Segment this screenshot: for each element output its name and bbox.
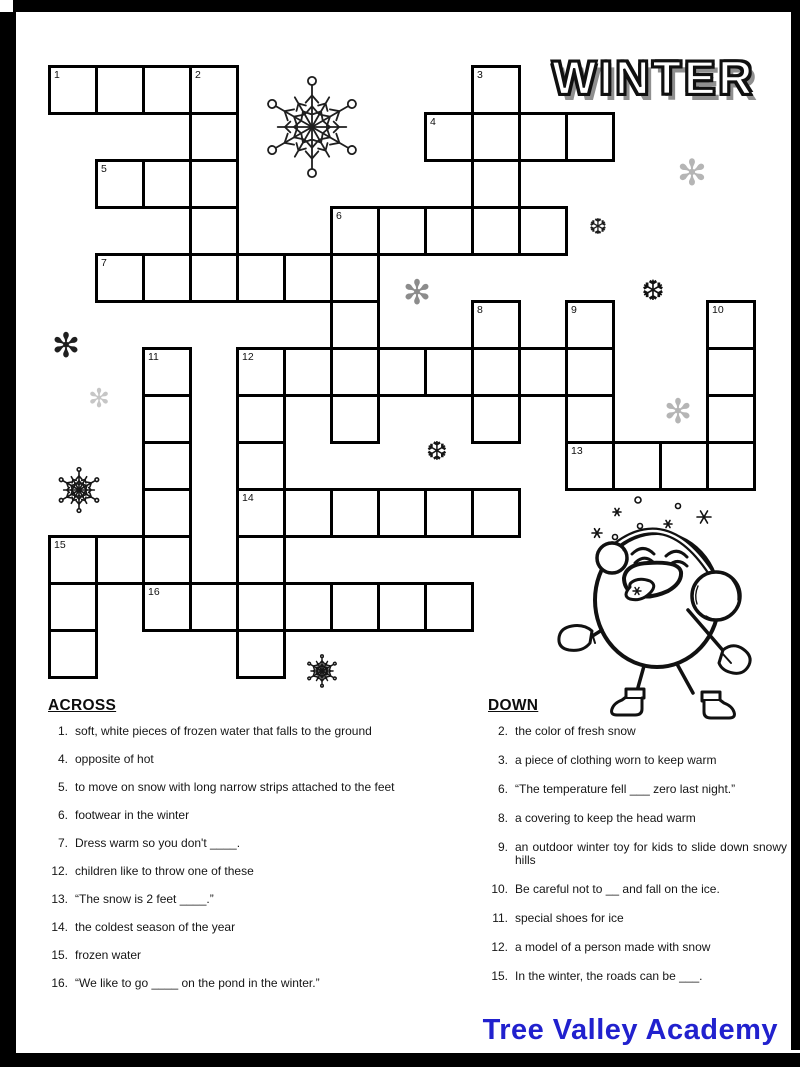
- grid-cell: [95, 535, 145, 585]
- snowflake-icon: ✻: [88, 384, 110, 414]
- grid-cell: [706, 347, 756, 397]
- grid-cell-number: 8: [477, 304, 483, 316]
- earmuff-right-icon: [692, 572, 740, 620]
- clue-number: 9.: [497, 840, 508, 854]
- clue-number: 4.: [57, 752, 68, 766]
- grid-cell: [471, 159, 521, 209]
- grid-cell-number: 11: [148, 351, 159, 363]
- clue-number: 6.: [57, 808, 68, 822]
- grid-cell: [142, 441, 192, 491]
- grid-cell: [330, 488, 380, 538]
- clue-text: Be careful not to __ and fall on the ice.: [515, 882, 720, 896]
- down-section: [484, 697, 790, 999]
- clue-text: the color of fresh snow: [515, 724, 636, 738]
- clue-text: opposite of hot: [75, 752, 154, 766]
- clue-text: a piece of clothing worn to keep warm: [515, 753, 717, 767]
- grid-cell: [142, 488, 192, 538]
- clue-item: [484, 883, 790, 896]
- clue-text: “The snow is 2 feet ____.”: [75, 892, 214, 906]
- grid-cell: [471, 112, 521, 162]
- grid-cell: [236, 441, 286, 491]
- snowman-leg-left: [637, 666, 644, 691]
- clue-text: an outdoor winter toy for kids to slide down snowy hills: [515, 840, 787, 867]
- grid-cell: [142, 394, 192, 444]
- grid-cell: [565, 394, 615, 444]
- clue-number: 11.: [492, 911, 508, 925]
- grid-cell: [471, 394, 521, 444]
- clue-item: [484, 783, 790, 796]
- grid-cell: [377, 488, 427, 538]
- grid-cell: [377, 206, 427, 256]
- clue-number: 6.: [497, 782, 508, 796]
- clue-item: [484, 970, 790, 983]
- clue-item: [484, 812, 790, 825]
- grid-cell: [518, 206, 568, 256]
- grid-cell: [236, 253, 286, 303]
- clue-item: [484, 912, 790, 925]
- page-border-bottom: [0, 1053, 800, 1067]
- grid-cell: [330, 300, 380, 350]
- clue-number: 12.: [491, 940, 508, 954]
- clue-number: 7.: [57, 836, 68, 850]
- grid-cell: [377, 347, 427, 397]
- snowflake-icon: [256, 71, 368, 183]
- grid-cell: [424, 206, 474, 256]
- clue-item: [44, 949, 414, 962]
- clue-item: [44, 753, 414, 766]
- page-border-left: [0, 12, 16, 1067]
- grid-cell-number: 16: [148, 586, 160, 598]
- clue-item: [44, 977, 414, 990]
- clue-number: 8.: [497, 811, 508, 825]
- grid-cell-number: 4: [430, 116, 436, 128]
- grid-cell-number: 13: [571, 445, 583, 457]
- grid-cell: [612, 441, 662, 491]
- grid-cell: [95, 65, 145, 115]
- clue-text: “The temperature fell ___ zero last night.”: [515, 782, 736, 796]
- snowflake-icon: ❆: [641, 274, 665, 307]
- down-heading: DOWN: [488, 697, 539, 714]
- clue-text: footwear in the winter: [75, 808, 190, 822]
- down-clue-list: [484, 725, 790, 983]
- clue-item: [44, 725, 414, 738]
- clue-text: “We like to go ____ on the pond in the winter.”: [75, 976, 320, 990]
- clue-item: [44, 893, 414, 906]
- grid-cell: [283, 582, 333, 632]
- clue-number: 15.: [491, 969, 508, 983]
- grid-cell: [142, 253, 192, 303]
- clue-text: to move on snow with long narrow strips attached to the feet: [75, 780, 395, 794]
- grid-cell: [48, 582, 98, 632]
- grid-cell: [189, 582, 239, 632]
- grid-cell: [565, 347, 615, 397]
- brand-text: Tree Valley Academy: [482, 1014, 778, 1046]
- grid-cell: [189, 253, 239, 303]
- grid-cell: [283, 253, 333, 303]
- grid-cell-number: 7: [101, 257, 107, 269]
- page-border-top: [13, 0, 800, 12]
- snowflake-icon: ❆: [588, 215, 608, 240]
- clue-text: soft, white pieces of frozen water that falls to the ground: [75, 724, 372, 738]
- page-border-right: [791, 0, 800, 1050]
- grid-cell: [283, 488, 333, 538]
- clue-item: [484, 725, 790, 738]
- grid-cell-number: 3: [477, 69, 483, 81]
- grid-cell: [236, 629, 286, 679]
- grid-cell-number: 6: [336, 210, 342, 222]
- grid-cell: [471, 206, 521, 256]
- snowflake-icon: ✻: [663, 392, 693, 432]
- snowflake-icon: [304, 653, 340, 689]
- grid-cell-number: 5: [101, 163, 107, 175]
- grid-cell: [424, 582, 474, 632]
- across-section: [44, 697, 414, 1005]
- grid-cell: [471, 347, 521, 397]
- snowflake-icon: ✻: [402, 273, 432, 313]
- grid-cell: [330, 253, 380, 303]
- grid-cell: [565, 112, 615, 162]
- across-heading: ACROSS: [48, 697, 117, 714]
- snowflake-icon: [54, 465, 104, 515]
- grid-cell: [189, 112, 239, 162]
- grid-cell-number: 9: [571, 304, 577, 316]
- grid-cell-number: 10: [712, 304, 724, 316]
- grid-cell: [283, 347, 333, 397]
- grid-cell: [330, 347, 380, 397]
- grid-cell: [236, 582, 286, 632]
- clue-number: 1.: [57, 724, 68, 738]
- grid-cell: [330, 394, 380, 444]
- clue-number: 16.: [51, 976, 68, 990]
- grid-cell-number: 2: [195, 69, 201, 81]
- mitten-left-icon: [559, 626, 592, 651]
- mitten-right-icon: [719, 646, 750, 674]
- grid-cell: [706, 441, 756, 491]
- grid-cell: [518, 347, 568, 397]
- clue-number: 10.: [491, 882, 508, 896]
- grid-cell: [706, 394, 756, 444]
- across-clue-list: [44, 725, 414, 990]
- grid-cell: [424, 347, 474, 397]
- grid-cell-number: 14: [242, 492, 254, 504]
- grid-cell: [518, 112, 568, 162]
- clue-text: frozen water: [75, 948, 142, 962]
- clue-text: In the winter, the roads can be ___.: [515, 969, 703, 983]
- clue-text: the coldest season of the year: [75, 920, 236, 934]
- clue-number: 15.: [51, 948, 68, 962]
- clue-number: 12.: [51, 864, 68, 878]
- clue-text: Dress warm so you don't ____.: [75, 836, 241, 850]
- grid-cell: [142, 65, 192, 115]
- snowflake-icon: ✻: [51, 326, 81, 366]
- clue-item: [44, 865, 414, 878]
- clue-number: 5.: [57, 780, 68, 794]
- grid-cell: [189, 206, 239, 256]
- page-title: WINTER: [552, 51, 756, 104]
- grid-cell: [236, 394, 286, 444]
- grid-cell: [142, 535, 192, 585]
- clue-item: [44, 921, 414, 934]
- clue-item: [44, 809, 414, 822]
- grid-cell: [377, 582, 427, 632]
- clue-number: 3.: [497, 753, 508, 767]
- grid-cell: [48, 629, 98, 679]
- grid-cell: [330, 582, 380, 632]
- clue-item: [44, 781, 414, 794]
- clue-number: 13.: [51, 892, 68, 906]
- clue-item: [44, 837, 414, 850]
- grid-cell-number: 15: [54, 539, 66, 551]
- clue-text: a covering to keep the head warm: [515, 811, 696, 825]
- clue-number: 2.: [497, 724, 508, 738]
- clue-text: children like to throw one of these: [75, 864, 254, 878]
- clue-text: special shoes for ice: [515, 911, 624, 925]
- snowman-leg-right: [677, 664, 693, 693]
- grid-cell: [236, 535, 286, 585]
- snowflake-icon: ❆: [426, 437, 448, 467]
- grid-cell: [471, 488, 521, 538]
- clue-item: [484, 941, 790, 954]
- clue-item: [484, 841, 790, 867]
- clue-item: [484, 754, 790, 767]
- grid-cell: [189, 159, 239, 209]
- grid-cell-number: 1: [54, 69, 60, 81]
- grid-cell: [142, 159, 192, 209]
- clue-number: 14.: [51, 920, 68, 934]
- clue-text: a model of a person made with snow: [515, 940, 711, 954]
- grid-cell: [424, 488, 474, 538]
- snowflake-icon: ✻: [676, 153, 708, 194]
- grid-cell: [659, 441, 709, 491]
- grid-cell-number: 12: [242, 351, 254, 363]
